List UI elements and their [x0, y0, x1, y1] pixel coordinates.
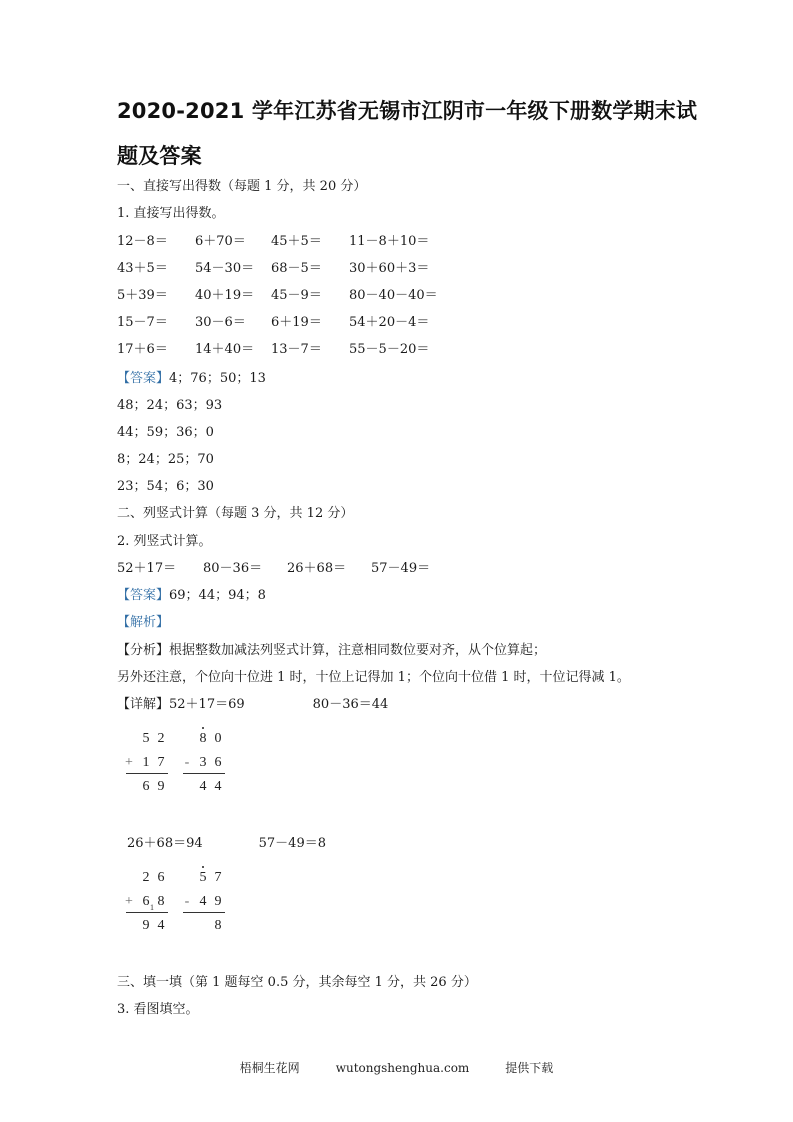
detail-equation: 57－49＝8: [258, 836, 326, 851]
equation: 15－7＝: [117, 315, 168, 330]
answer-tag: 【答案】: [117, 371, 170, 386]
digit: 8: [157, 894, 165, 909]
equation: 45－9＝: [271, 288, 322, 303]
equation: 57－49＝: [371, 561, 431, 576]
footer-note: 提供下载: [505, 1061, 554, 1075]
footer-site-name: 梧桐生花网: [239, 1061, 300, 1075]
section1-row-3: [117, 288, 438, 304]
operator: +: [125, 755, 133, 770]
fenxi-tag: 【分析】: [117, 643, 170, 658]
digit: 6: [214, 755, 222, 770]
xiangjie-tag: 【详解】: [117, 697, 170, 712]
section2-fenxi-line1: [117, 643, 546, 659]
equation: 6＋70＝: [195, 234, 246, 249]
operator: -: [184, 755, 190, 770]
digit: 4: [199, 894, 207, 909]
section2-problems: [117, 561, 430, 577]
digit: 6: [142, 894, 150, 909]
equation: 30－6＝: [195, 315, 246, 330]
section1-answer-line-1: [117, 371, 266, 387]
section1-heading: 一、直接写出得数（每题 1 分，共 20 分）: [117, 179, 367, 194]
equation: 80－36＝: [203, 561, 263, 576]
underline: [126, 912, 168, 913]
digit: 8: [214, 918, 222, 933]
operator: +: [125, 894, 133, 909]
footer-url[interactable]: wutongshenghua.com: [335, 1061, 470, 1075]
digit: 9: [214, 894, 222, 909]
equation: 80－40－40＝: [349, 288, 438, 303]
equation: 45＋5＝: [271, 234, 322, 249]
answer-text: 69；44；94；8: [169, 588, 266, 603]
digit: 7: [214, 870, 222, 885]
section2-fenxi-line2: 另外还注意，个位向十位进 1 时，十位上记得加 1；个位向十位借 1 时，十位记得减 1。: [117, 670, 630, 685]
digit: 4: [214, 779, 222, 794]
section2-answer: [117, 588, 266, 604]
carry-mark: 1: [150, 903, 154, 912]
page-footer: [0, 1059, 793, 1076]
digit: 2: [157, 731, 165, 746]
equation: 52＋17＝: [117, 561, 177, 576]
equation: 6＋19＝: [271, 315, 322, 330]
section1-answer-line-2: 48；24；63；93: [117, 398, 223, 413]
section1-answer-line-4: 8；24；25；70: [117, 452, 214, 467]
detail-equation: 52＋17＝69: [169, 697, 245, 712]
section2-heading: 二、列竖式计算（每题 3 分，共 12 分）: [117, 506, 354, 521]
digit: 9: [142, 918, 150, 933]
equation: 30＋60＋3＝: [349, 261, 430, 276]
operator: -: [184, 894, 190, 909]
equation: 26＋68＝: [287, 561, 347, 576]
underline: [126, 773, 168, 774]
digit: 9: [157, 779, 165, 794]
section1-row-1: [117, 234, 429, 250]
equation: 12－8＝: [117, 234, 168, 249]
digit: 5: [199, 870, 207, 885]
fenxi-text: 根据整数加减法列竖式计算，注意相同数位要对齐，从个位算起；: [169, 643, 547, 658]
digit: 4: [157, 918, 165, 933]
borrow-dot: [202, 866, 204, 868]
answer-tag: 【答案】: [117, 588, 170, 603]
equation: 54－30＝: [195, 261, 255, 276]
section1-row-2: [117, 261, 429, 277]
section1-question: 1. 直接写出得数。: [117, 206, 225, 221]
digit: 4: [199, 779, 207, 794]
section2-detail-line1: [117, 697, 388, 713]
section1-answer-line-3: 44；59；36；0: [117, 425, 214, 440]
detail-equation: 26＋68＝94: [127, 836, 203, 851]
section2-detail-line2: [127, 836, 326, 852]
equation: 13－7＝: [271, 342, 322, 357]
digit: 7: [157, 755, 165, 770]
equation: 54＋20－4＝: [349, 315, 430, 330]
underline: [183, 773, 225, 774]
answer-text: 4；76；50；13: [169, 371, 266, 386]
underline: [183, 912, 225, 913]
equation: 68－5＝: [271, 261, 322, 276]
section2-analysis-tag: [117, 615, 169, 631]
section3-question: 3. 看图填空。: [117, 1002, 199, 1017]
digit: 6: [157, 870, 165, 885]
equation: 40＋19＝: [195, 288, 255, 303]
equation: 11－8＋10＝: [349, 234, 430, 249]
analysis-tag: 【解析】: [117, 615, 170, 630]
section1-answer-line-5: 23；54；6；30: [117, 479, 214, 494]
section2-question: 2. 列竖式计算。: [117, 534, 212, 549]
document-title-line1: 2020-2021 学年江苏省无锡市江阴市一年级下册数学期末试: [117, 99, 698, 123]
section1-row-4: [117, 315, 429, 331]
digit: 8: [199, 731, 207, 746]
section1-row-5: [117, 342, 429, 358]
digit: 6: [142, 779, 150, 794]
equation: 43＋5＝: [117, 261, 168, 276]
equation: 55－5－20＝: [349, 342, 430, 357]
digit: 0: [214, 731, 222, 746]
equation: 14＋40＝: [195, 342, 255, 357]
digit: 1: [142, 755, 150, 770]
digit: 5: [142, 731, 150, 746]
digit: 2: [142, 870, 150, 885]
equation: 17＋6＝: [117, 342, 168, 357]
section3-heading: 三、填一填（第 1 题每空 0.5 分，其余每空 1 分，共 26 分）: [117, 975, 477, 990]
digit: 3: [199, 755, 207, 770]
equation: 5＋39＝: [117, 288, 168, 303]
document-title-line2: 题及答案: [117, 144, 202, 168]
detail-equation: 80－36＝44: [312, 697, 389, 712]
borrow-dot: [202, 727, 204, 729]
